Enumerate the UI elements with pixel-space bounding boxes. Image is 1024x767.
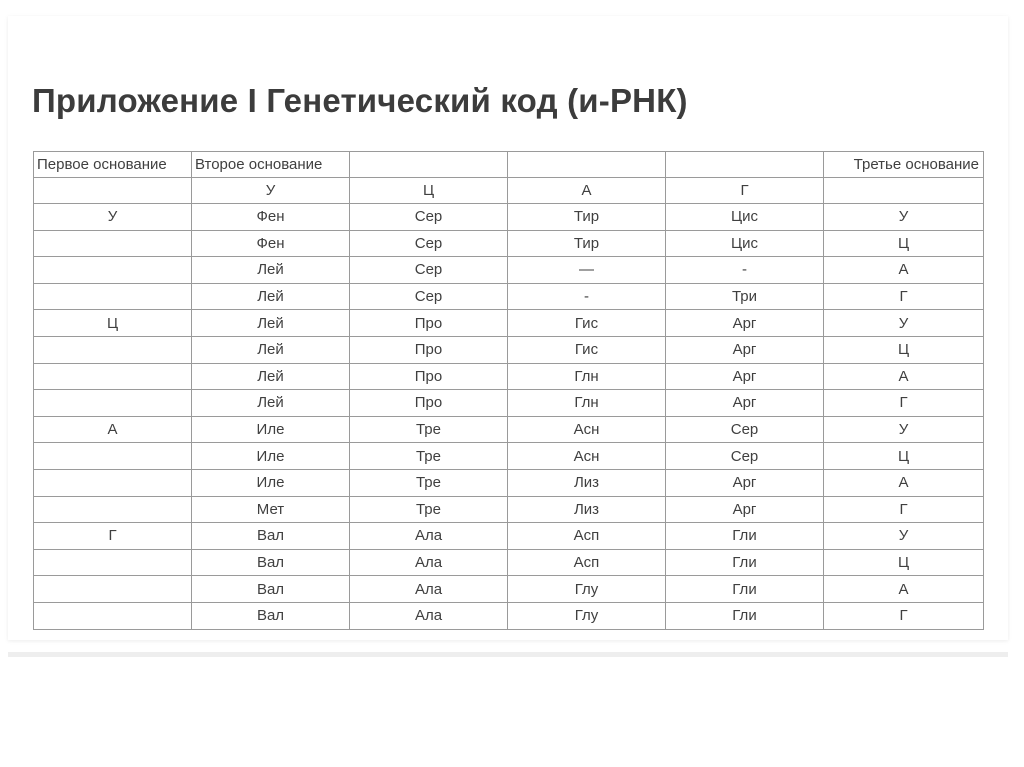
table-cell: Три <box>666 283 824 310</box>
table-cell: Арг <box>666 496 824 523</box>
table-cell: Ц <box>824 443 984 470</box>
table-cell: Про <box>350 390 508 417</box>
table-cell: Ц <box>34 310 192 337</box>
table-cell: Лей <box>192 283 350 310</box>
table-cell: Сер <box>350 204 508 231</box>
table-cell: Вал <box>192 602 350 629</box>
table-cell <box>824 178 984 204</box>
table-cell: Гли <box>666 602 824 629</box>
table-cell: Г <box>824 390 984 417</box>
table-body <box>34 152 984 630</box>
table-cell <box>34 602 192 629</box>
table-cell: У <box>824 416 984 443</box>
table-cell: Гис <box>508 310 666 337</box>
table-cell: А <box>824 576 984 603</box>
table-cell: Арг <box>666 310 824 337</box>
table-cell: Второе основание <box>192 152 350 178</box>
table-cell: Гли <box>666 523 824 550</box>
table-row <box>34 390 984 417</box>
table-cell: Глу <box>508 602 666 629</box>
genetic-code-table <box>33 151 984 630</box>
table-cell: Гли <box>666 549 824 576</box>
table-cell: Сер <box>350 257 508 284</box>
table-row <box>34 257 984 284</box>
table-cell: Асп <box>508 523 666 550</box>
table-cell: Ц <box>824 336 984 363</box>
table-cell: Глу <box>508 576 666 603</box>
table-cell: У <box>824 204 984 231</box>
table-cell: Г <box>824 602 984 629</box>
table-row <box>34 523 984 550</box>
table-cell: Ц <box>350 178 508 204</box>
table-cell: Вал <box>192 523 350 550</box>
table-row <box>34 230 984 257</box>
table-cell: Асп <box>508 549 666 576</box>
table-cell: А <box>824 469 984 496</box>
table-cell: Про <box>350 363 508 390</box>
table-cell <box>350 152 508 178</box>
table-cell <box>34 336 192 363</box>
table-cell: Сер <box>350 283 508 310</box>
table-cell <box>34 496 192 523</box>
table-row <box>34 363 984 390</box>
table-cell: Тре <box>350 469 508 496</box>
table-cell: Сер <box>350 230 508 257</box>
table-cell: Лиз <box>508 469 666 496</box>
table-row <box>34 443 984 470</box>
table-cell: Лей <box>192 363 350 390</box>
table-row <box>34 549 984 576</box>
slide-edge <box>8 652 1008 657</box>
table-cell: Г <box>824 283 984 310</box>
table-cell: У <box>34 204 192 231</box>
table-cell: Ала <box>350 602 508 629</box>
table-cell: Вал <box>192 549 350 576</box>
table-cell: Глн <box>508 390 666 417</box>
table-cell: Г <box>666 178 824 204</box>
table-row <box>34 576 984 603</box>
table-cell: Тир <box>508 204 666 231</box>
table-cell: Ала <box>350 523 508 550</box>
table-cell: - <box>508 283 666 310</box>
table-cell: Ц <box>824 230 984 257</box>
table-cell: Лей <box>192 310 350 337</box>
table-cell <box>34 549 192 576</box>
table-cell <box>508 152 666 178</box>
table-cell: Арг <box>666 390 824 417</box>
table-cell <box>34 469 192 496</box>
table-cell: - <box>666 257 824 284</box>
table-cell: Про <box>350 336 508 363</box>
table-cell: — <box>508 257 666 284</box>
table-cell: Арг <box>666 363 824 390</box>
table-cell: Про <box>350 310 508 337</box>
table-cell: Мет <box>192 496 350 523</box>
table-cell: А <box>508 178 666 204</box>
table-row <box>34 204 984 231</box>
table-row <box>34 496 984 523</box>
table-cell: Иле <box>192 469 350 496</box>
page-title: Приложение I Генетический код (и-РНК) <box>32 82 688 119</box>
table-cell: Г <box>34 523 192 550</box>
table-cell: Гли <box>666 576 824 603</box>
table-row <box>34 469 984 496</box>
table-cell <box>34 230 192 257</box>
table-cell: Третье основание <box>824 152 984 178</box>
table-row <box>34 283 984 310</box>
table-cell: А <box>824 257 984 284</box>
table-row <box>34 416 984 443</box>
table-cell: Ала <box>350 549 508 576</box>
table-cell: Фен <box>192 230 350 257</box>
table-cell: Тре <box>350 416 508 443</box>
table-cell: Арг <box>666 336 824 363</box>
table-cell: Гис <box>508 336 666 363</box>
table-cell: Лей <box>192 257 350 284</box>
table-row <box>34 336 984 363</box>
table-cell: Г <box>824 496 984 523</box>
table-cell: Фен <box>192 204 350 231</box>
table-cell: Асн <box>508 416 666 443</box>
table-cell <box>34 257 192 284</box>
table-cell: Цис <box>666 230 824 257</box>
table-cell: Цис <box>666 204 824 231</box>
table-cell: Первое основание <box>34 152 192 178</box>
table-cell: Асн <box>508 443 666 470</box>
table-cell: Сер <box>666 416 824 443</box>
table-cell: Глн <box>508 363 666 390</box>
table-cell: Тре <box>350 443 508 470</box>
table-cell: Лей <box>192 336 350 363</box>
table-cell: У <box>824 523 984 550</box>
table-cell: Ц <box>824 549 984 576</box>
table-cell: Ала <box>350 576 508 603</box>
table-row <box>34 310 984 337</box>
table-cell: Тир <box>508 230 666 257</box>
table-cell <box>34 363 192 390</box>
table-cell: А <box>34 416 192 443</box>
table-cell: А <box>824 363 984 390</box>
table-cell: У <box>824 310 984 337</box>
table-cell <box>34 390 192 417</box>
table-cell: Иле <box>192 416 350 443</box>
table-cell: Вал <box>192 576 350 603</box>
table-cell: Тре <box>350 496 508 523</box>
header-row-labels <box>34 152 984 178</box>
table-cell <box>666 152 824 178</box>
table-cell: Иле <box>192 443 350 470</box>
table-cell <box>34 443 192 470</box>
header-row-bases <box>34 178 984 204</box>
table-cell <box>34 283 192 310</box>
table-cell: Лиз <box>508 496 666 523</box>
table-cell <box>34 178 192 204</box>
table-cell: Лей <box>192 390 350 417</box>
table-cell: У <box>192 178 350 204</box>
table-cell: Сер <box>666 443 824 470</box>
table-row <box>34 602 984 629</box>
table-cell: Арг <box>666 469 824 496</box>
table-cell <box>34 576 192 603</box>
